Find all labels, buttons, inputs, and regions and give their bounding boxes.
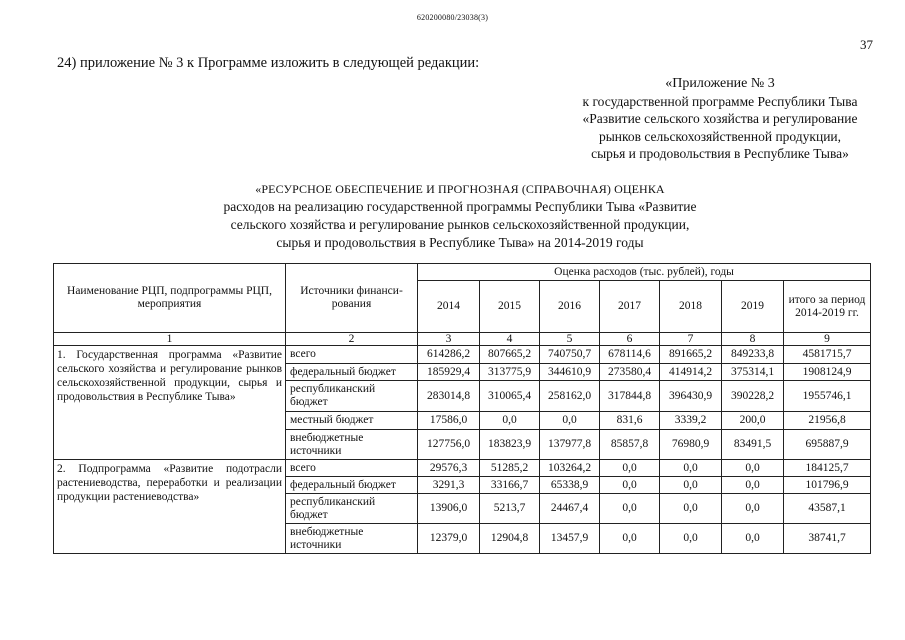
total-cell: 184125,7 bbox=[784, 460, 871, 477]
value-cell: 5213,7 bbox=[480, 494, 540, 524]
value-cell: 614286,2 bbox=[418, 346, 480, 364]
value-cell: 0,0 bbox=[722, 460, 784, 477]
funding-source: федеральный бюджет bbox=[286, 477, 418, 494]
value-cell: 313775,9 bbox=[480, 364, 540, 381]
resource-table bbox=[53, 263, 871, 554]
value-cell: 807665,2 bbox=[480, 346, 540, 364]
value-cell: 17586,0 bbox=[418, 412, 480, 430]
column-index: 9 bbox=[784, 333, 871, 346]
value-cell: 0,0 bbox=[722, 524, 784, 554]
year-header: 2016 bbox=[540, 281, 600, 333]
appendix-line: «Развитие сельского хозяйства и регулирование bbox=[582, 111, 858, 126]
value-cell: 76980,9 bbox=[660, 430, 722, 460]
value-cell: 258162,0 bbox=[540, 381, 600, 412]
table-row bbox=[54, 460, 871, 477]
title-line: сырья и продовольствия в Республике Тыва» на 2014-2019 годы bbox=[276, 235, 644, 250]
value-cell: 33166,7 bbox=[480, 477, 540, 494]
value-cell: 137977,8 bbox=[540, 430, 600, 460]
value-cell: 3291,3 bbox=[418, 477, 480, 494]
value-cell: 390228,2 bbox=[722, 381, 784, 412]
column-index: 5 bbox=[540, 333, 600, 346]
value-cell: 0,0 bbox=[660, 494, 722, 524]
value-cell: 310065,4 bbox=[480, 381, 540, 412]
value-cell: 678114,6 bbox=[600, 346, 660, 364]
value-cell: 13906,0 bbox=[418, 494, 480, 524]
funding-source: внебюджетные источники bbox=[286, 524, 418, 554]
total-cell: 4581715,7 bbox=[784, 346, 871, 364]
value-cell: 0,0 bbox=[600, 477, 660, 494]
value-cell: 51285,2 bbox=[480, 460, 540, 477]
total-cell: 38741,7 bbox=[784, 524, 871, 554]
value-cell: 396430,9 bbox=[660, 381, 722, 412]
column-index: 4 bbox=[480, 333, 540, 346]
column-index: 3 bbox=[418, 333, 480, 346]
total-cell: 1955746,1 bbox=[784, 381, 871, 412]
estimate-header: Оценка расходов (тыс. рублей), годы bbox=[418, 264, 871, 281]
value-cell: 29576,3 bbox=[418, 460, 480, 477]
value-cell: 0,0 bbox=[600, 524, 660, 554]
appendix-line: рынков сельскохозяйственной продукции, bbox=[598, 128, 842, 144]
table-row bbox=[54, 346, 871, 364]
value-cell: 0,0 bbox=[722, 477, 784, 494]
value-cell: 24467,4 bbox=[540, 494, 600, 524]
value-cell: 283014,8 bbox=[418, 381, 480, 412]
value-cell: 185929,4 bbox=[418, 364, 480, 381]
funding-source: местный бюджет bbox=[286, 412, 418, 430]
document-code: 620200080/23038(3) bbox=[416, 13, 489, 22]
value-cell: 273580,4 bbox=[600, 364, 660, 381]
value-cell: 891665,2 bbox=[660, 346, 722, 364]
funding-source: республиканский бюджет bbox=[286, 381, 418, 412]
value-cell: 12904,8 bbox=[480, 524, 540, 554]
funding-source: всего bbox=[286, 460, 418, 477]
column-index: 1 bbox=[54, 333, 286, 346]
value-cell: 831,6 bbox=[600, 412, 660, 430]
column-header-source: Источники финанси-рования bbox=[286, 264, 418, 333]
value-cell: 200,0 bbox=[722, 412, 784, 430]
funding-source: внебюджетные источники bbox=[286, 430, 418, 460]
year-header: 2019 bbox=[722, 281, 784, 333]
funding-source: республиканский бюджет bbox=[286, 494, 418, 524]
appendix-line: сырья и продовольствия в Республике Тыва» bbox=[591, 146, 849, 161]
value-cell: 3339,2 bbox=[660, 412, 722, 430]
column-index: 7 bbox=[660, 333, 722, 346]
value-cell: 13457,9 bbox=[540, 524, 600, 554]
total-cell: 101796,9 bbox=[784, 477, 871, 494]
value-cell: 0,0 bbox=[600, 460, 660, 477]
column-index: 6 bbox=[600, 333, 660, 346]
value-cell: 85857,8 bbox=[600, 430, 660, 460]
year-header: 2017 bbox=[600, 281, 660, 333]
appendix-heading bbox=[520, 75, 905, 163]
value-cell: 740750,7 bbox=[540, 346, 600, 364]
funding-source: федеральный бюджет bbox=[286, 364, 418, 381]
value-cell: 0,0 bbox=[722, 494, 784, 524]
value-cell: 0,0 bbox=[660, 460, 722, 477]
total-header: итого за период 2014-2019 гг. bbox=[784, 281, 871, 333]
value-cell: 317844,8 bbox=[600, 381, 660, 412]
value-cell: 0,0 bbox=[480, 412, 540, 430]
total-cell: 695887,9 bbox=[784, 430, 871, 460]
column-header-name: Наименование РЦП, подпрограммы РЦП, мероприятия bbox=[54, 264, 286, 333]
value-cell: 0,0 bbox=[540, 412, 600, 430]
page-number: 37 bbox=[860, 37, 873, 52]
column-index: 2 bbox=[286, 333, 418, 346]
value-cell: 12379,0 bbox=[418, 524, 480, 554]
value-cell: 127756,0 bbox=[418, 430, 480, 460]
subprogram-name: 2. Подпрограмма «Развитие подотрасли растениеводства, переработки и реализации продукции растениеводства» bbox=[54, 460, 286, 554]
document-title bbox=[120, 180, 800, 252]
appendix-line: «Приложение № 3 bbox=[665, 76, 775, 91]
value-cell: 83491,5 bbox=[722, 430, 784, 460]
title-line: расходов на реализацию государственной программы Республики Тыва «Развитие bbox=[223, 199, 697, 214]
intro-paragraph: 24) приложение № 3 к Программе изложить в следующей редакции: bbox=[57, 55, 480, 71]
value-cell: 414914,2 bbox=[660, 364, 722, 381]
title-line: «РЕСУРСНОЕ ОБЕСПЕЧЕНИЕ И ПРОГНОЗНАЯ (СПРАВОЧНАЯ) ОЦЕНКА bbox=[255, 182, 665, 196]
year-header: 2015 bbox=[480, 281, 540, 333]
total-cell: 43587,1 bbox=[784, 494, 871, 524]
value-cell: 183823,9 bbox=[480, 430, 540, 460]
value-cell: 0,0 bbox=[660, 477, 722, 494]
value-cell: 0,0 bbox=[660, 524, 722, 554]
value-cell: 849233,8 bbox=[722, 346, 784, 364]
value-cell: 0,0 bbox=[600, 494, 660, 524]
value-cell: 344610,9 bbox=[540, 364, 600, 381]
year-header: 2014 bbox=[418, 281, 480, 333]
value-cell: 65338,9 bbox=[540, 477, 600, 494]
title-line: сельского хозяйства и регулирование рынков сельскохозяйственной продукции, bbox=[230, 217, 690, 232]
value-cell: 375314,1 bbox=[722, 364, 784, 381]
total-cell: 21956,8 bbox=[784, 412, 871, 430]
column-index-row bbox=[54, 333, 871, 346]
total-cell: 1908124,9 bbox=[784, 364, 871, 381]
column-index: 8 bbox=[722, 333, 784, 346]
appendix-line: к государственной программе Республики Тыва bbox=[582, 93, 858, 109]
value-cell: 103264,2 bbox=[540, 460, 600, 477]
funding-source: всего bbox=[286, 346, 418, 364]
year-header: 2018 bbox=[660, 281, 722, 333]
program-name: 1. Государственная программа «Развитие сельского хозяйства и регулирование рынков сельскохозяйственной продукции, сырья и продовольствия в Республике Тыва» bbox=[54, 346, 286, 460]
